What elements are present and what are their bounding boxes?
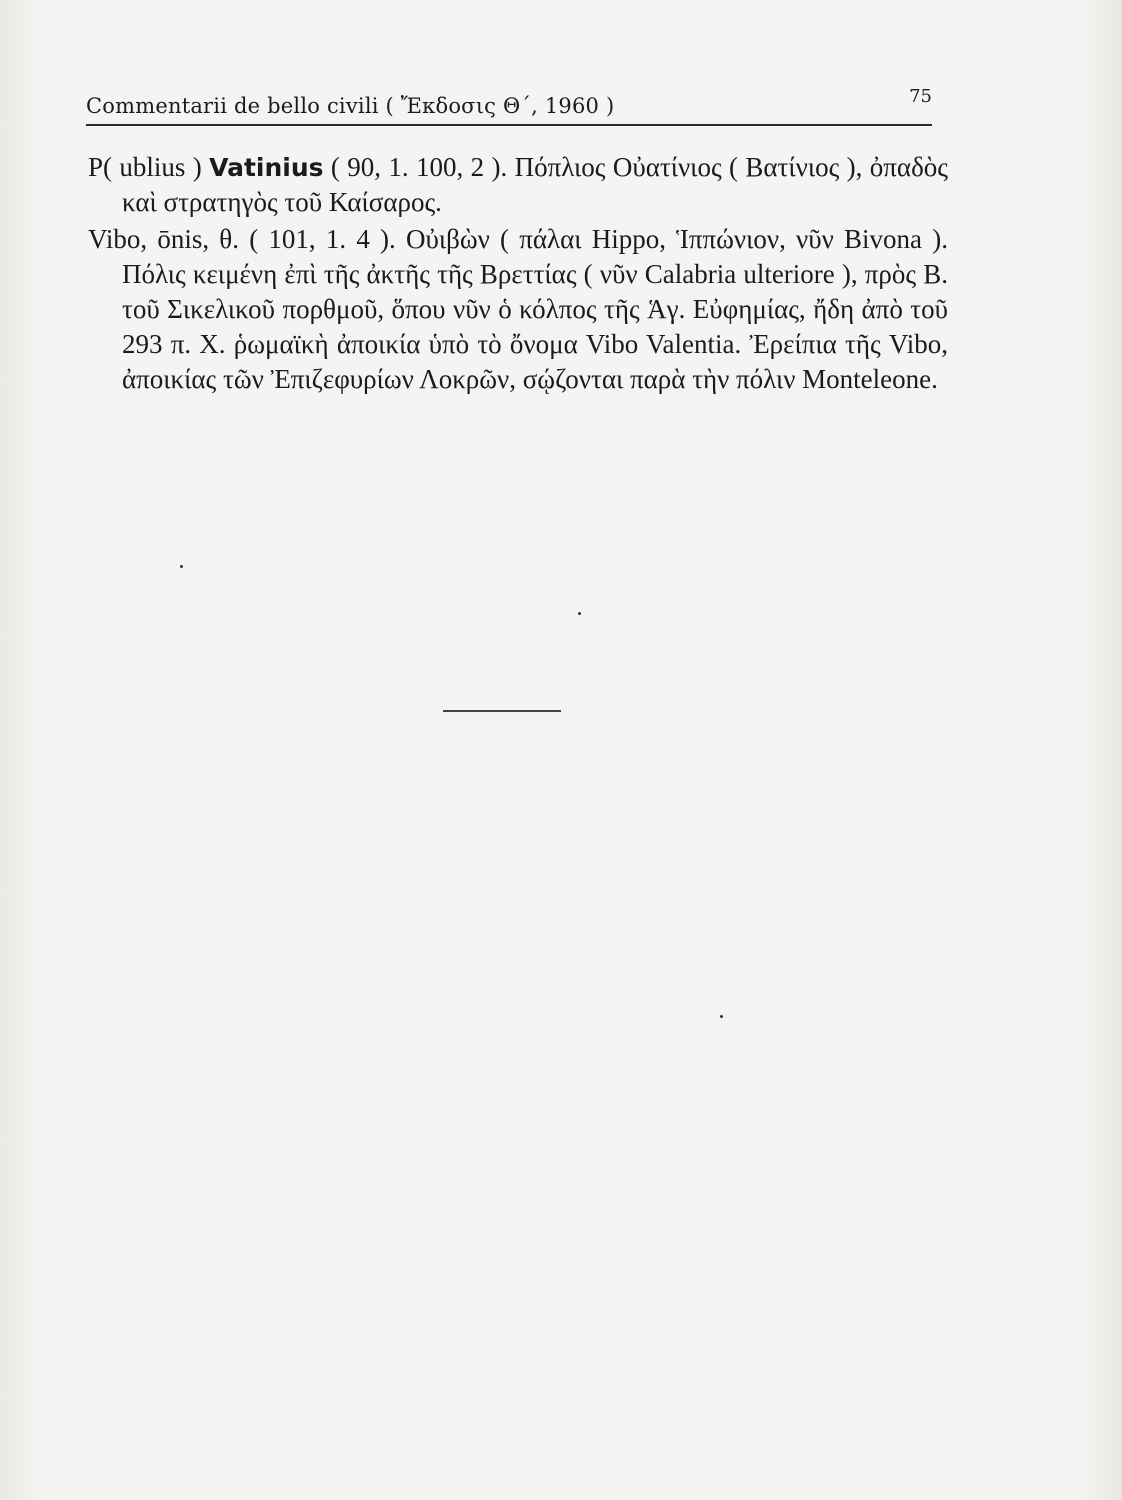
glossary-entry-vibo [88,222,948,397]
entry-prefix: P( ublius ) [88,152,210,182]
entry-text: ( 90, 1. 100, 2 ). Πόπλιος Οὐατίνιος ( Βατίνιος ), ὀπαδὸς καὶ στρατηγὸς τοῦ Καίσαρος. [122,152,948,217]
glossary-entries [88,150,948,399]
page-header [86,86,932,126]
page-number: 75 [909,86,932,107]
entry-text: Vibo, ōnis, θ. ( 101, 1. 4 ). Οὐιβὼν ( πάλαι Hippo, Ἱππώνιον, νῦν Bivona ). Πόλις κειμένη ἐπὶ τῆς ἀκτῆς τῆς Βρεττίας ( νῦν Calabria ulteriore ), πρὸς Β. τοῦ Σικελικοῦ πορθμοῦ, ὅπου νῦν ὁ κόλπος τῆς Ἁγ. Εὐφημίας, ἤδη ἀπὸ τοῦ 293 π. Χ. ῥωμαϊκὴ ἀποικία ὑπὸ τὸ ὄνομα Vibo Valentia. Ἐρείπια τῆς Vibo, ἀποικίας τῶν Ἐπιζεφυρίων Λοκρῶν, σῴζονται παρὰ τὴν πόλιν Monteleone. [88,224,948,394]
header-rule [86,124,932,126]
speck-mark [180,565,183,568]
footnote-separator [443,710,561,712]
speck-mark [720,1015,723,1018]
running-head: Commentarii de bello civili ( Ἔκδοσις Θ΄, 1960 ) [86,94,615,118]
bleed-through-texture [90,300,950,1400]
speck-mark [578,612,581,615]
glossary-entry-vatinius [88,150,948,220]
entry-headword: Vatinius [209,153,324,182]
